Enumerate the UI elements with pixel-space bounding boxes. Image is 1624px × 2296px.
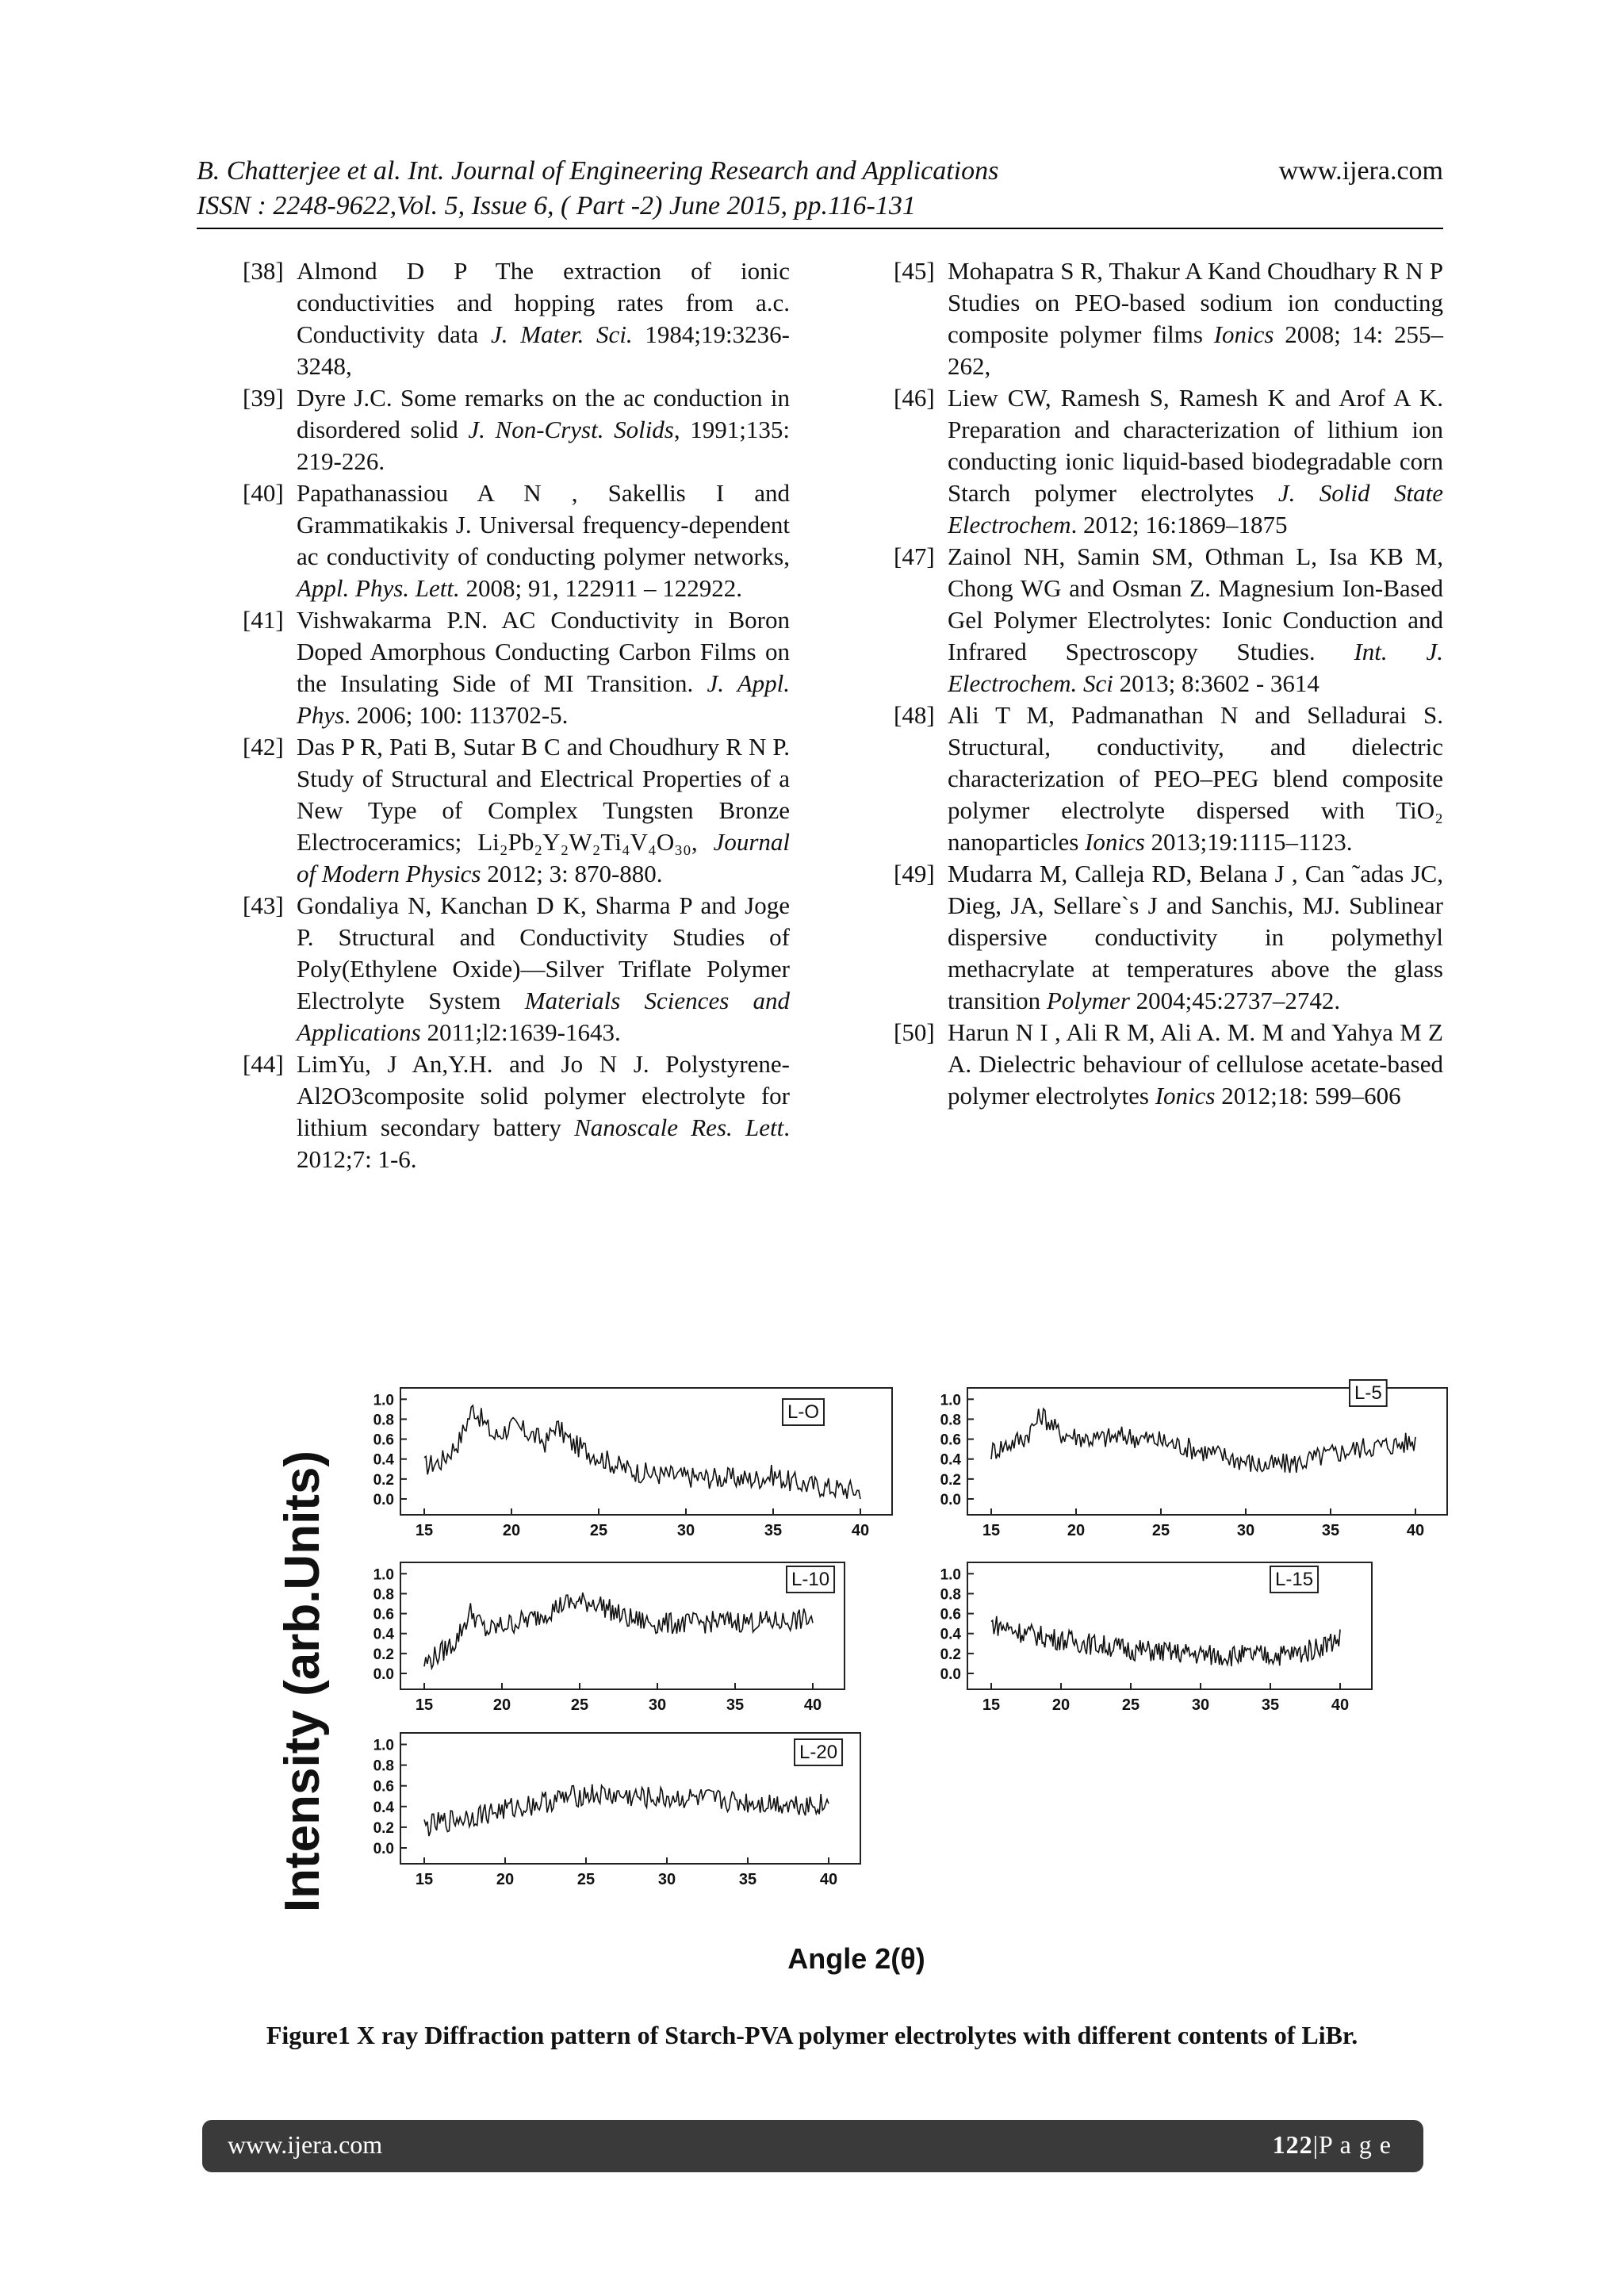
x-tick-label: 15 xyxy=(415,1522,434,1539)
x-tick-label: 20 xyxy=(492,1696,511,1714)
series-label: L-O xyxy=(787,1401,820,1423)
reference-number: [40] xyxy=(243,479,284,507)
reference-text: Zainol NH, Samin SM, Othman L, Isa KB M, Chong WG and Osman Z. Magnesium Ion-Based Gel Polymer Electrolytes: Ionic Conduction and Infrared Spectroscopy Studies. xyxy=(948,542,1443,665)
reference-item xyxy=(894,700,1443,858)
x-tick-label: 25 xyxy=(576,1871,596,1888)
y-tick-label: 0.6 xyxy=(373,1778,394,1796)
reference-journal: J. Appl. Phys xyxy=(297,669,791,729)
y-tick-label: 0.2 xyxy=(373,1819,394,1837)
reference-details: . 2006; 100: 113702-5. xyxy=(344,701,569,729)
x-tick-label: 25 xyxy=(570,1696,589,1714)
xrd-panel xyxy=(373,1733,860,1888)
reference-item xyxy=(894,1017,1443,1112)
reference-number: [49] xyxy=(894,860,935,887)
references-left-column xyxy=(243,255,790,1175)
x-tick-label: 20 xyxy=(1067,1522,1086,1539)
xrd-trace xyxy=(424,1784,829,1836)
x-tick-label: 40 xyxy=(851,1522,870,1539)
issn-line: ISSN : 2248-9622,Vol. 5, Issue 6, ( Part -2) June 2015, pp.116-131 xyxy=(197,191,916,220)
y-tick-label: 0.4 xyxy=(373,1626,394,1643)
reference-number: [38] xyxy=(243,257,284,285)
reference-item xyxy=(243,382,790,477)
reference-details: 2013; 8:3602 - 3614 xyxy=(1113,669,1320,697)
y-tick-label: 0.0 xyxy=(940,1492,961,1508)
page-number-value: 122 xyxy=(1272,2130,1313,2159)
x-tick-label: 35 xyxy=(738,1871,757,1888)
y-tick-label: 0.8 xyxy=(940,1586,961,1604)
x-tick-label: 30 xyxy=(657,1871,676,1888)
series-label: L-20 xyxy=(799,1742,838,1763)
reference-details: 2013;19:1115–1123. xyxy=(1144,828,1353,856)
reference-number: [43] xyxy=(243,891,284,919)
xrd-panel xyxy=(940,1562,1372,1714)
y-tick-label: 0.0 xyxy=(940,1666,961,1683)
x-tick-label: 40 xyxy=(803,1696,822,1714)
reference-details: 2004;45:2737–2742. xyxy=(1129,987,1341,1014)
x-tick-label: 35 xyxy=(1321,1522,1340,1539)
y-tick-label: 0.6 xyxy=(373,1606,394,1623)
y-tick-label: 0.8 xyxy=(373,1412,394,1429)
reference-item xyxy=(894,255,1443,382)
y-tick-label: 0.4 xyxy=(373,1799,394,1816)
reference-number: [42] xyxy=(243,733,284,761)
reference-item xyxy=(894,858,1443,1017)
x-tick-label: 15 xyxy=(982,1696,1001,1714)
xrd-panel xyxy=(373,1562,845,1714)
y-tick-label: 0.4 xyxy=(940,1451,961,1469)
x-tick-label: 15 xyxy=(415,1696,434,1714)
reference-text: Harun N I , Ali R M, Ali A. M. M and Yahya M Z A. Dielectric behaviour of cellulose acetate-based polymer electrolytes xyxy=(948,1018,1443,1110)
x-tick-label: 20 xyxy=(1051,1696,1071,1714)
reference-number: [50] xyxy=(894,1018,935,1046)
reference-number: [45] xyxy=(894,257,935,285)
xrd-trace xyxy=(424,1593,813,1668)
y-tick-label: 0.6 xyxy=(940,1606,961,1623)
y-tick-label: 1.0 xyxy=(373,1392,394,1409)
xrd-figure xyxy=(0,1364,1624,1991)
reference-details: 2008; 91, 122911 – 122922. xyxy=(459,574,743,602)
reference-text: Ali T M, Padmanathan N and Selladurai S. Structural, conductivity, and dielectric characterization of PEO–PEG blend composite polymer electrolyte dispersed with TiO₂ nanoparticles xyxy=(948,701,1443,856)
reference-text: Almond D P The extraction of ionic conductivities and hopping rates from a.c. Conductivity data xyxy=(297,257,790,348)
xrd-panel xyxy=(373,1388,892,1539)
y-tick-label: 0.6 xyxy=(940,1432,961,1449)
y-tick-label: 0.2 xyxy=(373,1471,394,1489)
reference-details: 2011;l2:1639-1643. xyxy=(420,1018,621,1046)
y-tick-label: 1.0 xyxy=(940,1392,961,1409)
reference-item xyxy=(243,890,790,1048)
y-tick-label: 0.6 xyxy=(373,1432,394,1449)
reference-details: 1984;19:3236-3248, xyxy=(297,320,790,380)
reference-journal: Polymer xyxy=(1046,987,1130,1014)
reference-text: Vishwakarma P.N. AC Conductivity in Boron Doped Amorphous Conducting Carbon Films on the Insulating Side of MI Transition. xyxy=(297,606,790,697)
reference-journal: Materials Sciences and Applications xyxy=(297,987,791,1046)
reference-text: Papathanassiou A N , Sakellis I and Grammatikakis J. Universal frequency-dependent ac conductivity of conducting polymer networks, xyxy=(297,479,790,570)
reference-journal: J. Non-Cryst. Solids xyxy=(468,416,674,443)
reference-journal: Nanoscale Res. Lett xyxy=(574,1114,784,1141)
x-tick-label: 30 xyxy=(1236,1522,1255,1539)
y-tick-label: 0.8 xyxy=(940,1412,961,1429)
x-tick-label: 15 xyxy=(415,1871,434,1888)
reference-journal: J. Solid State Electrochem xyxy=(948,479,1443,539)
x-tick-label: 15 xyxy=(982,1522,1001,1539)
reference-text: Liew CW, Ramesh S, Ramesh K and Arof A K. Preparation and characterization of lithium ion conducting ionic liquid-based biodegradable corn Starch polymer electrolytes xyxy=(948,384,1443,507)
reference-number: [44] xyxy=(243,1050,284,1078)
reference-text: Gondaliya N, Kanchan D K, Sharma P and Joge P. Structural and Conductivity Studies of Poly(Ethylene Oxide)—Silver Triflate Polymer Electrolyte System xyxy=(297,891,790,1014)
page-footer xyxy=(202,2120,1423,2172)
journal-citation: B. Chatterjee et al. Int. Journal of Engineering Research and Applications xyxy=(197,156,999,186)
reference-details: . 2012; 16:1869–1875 xyxy=(1071,511,1288,539)
series-label: L-5 xyxy=(1354,1382,1382,1404)
reference-item xyxy=(243,604,790,731)
reference-number: [41] xyxy=(243,606,284,634)
footer-url[interactable]: www.ijera.com xyxy=(228,2130,383,2159)
y-tick-label: 1.0 xyxy=(373,1737,394,1754)
reference-text: LimYu, J An,Y.H. and Jo N J. Polystyrene-Al2O3composite solid polymer electrolyte for lithium secondary battery xyxy=(297,1050,790,1141)
reference-journal: Ionics xyxy=(1213,320,1274,348)
series-label: L-10 xyxy=(791,1569,830,1590)
xrd-trace xyxy=(991,1616,1340,1666)
reference-journal: Journal of Modern Physics xyxy=(297,828,790,887)
y-tick-label: 0.0 xyxy=(373,1666,394,1683)
reference-details: , 1991;135: 219-226. xyxy=(297,416,790,475)
y-tick-label: 0.0 xyxy=(373,1492,394,1508)
figure-y-axis-label: Intensity (arb.Units) xyxy=(275,1450,330,1913)
y-tick-label: 1.0 xyxy=(373,1566,394,1584)
x-tick-label: 25 xyxy=(1151,1522,1170,1539)
y-tick-label: 0.4 xyxy=(940,1626,961,1643)
page-number xyxy=(1273,2130,1392,2160)
reference-journal: Ionics xyxy=(1085,828,1145,856)
references-right-column xyxy=(894,255,1443,1112)
reference-text: Das P R, Pati B, Sutar B C and Choudhury R N P. Study of Structural and Electrical Properties of a New Type of Complex Tungsten Bronze Electroceramics; Li₂Pb₂Y₂W₂Ti₄V₄O₃₀, xyxy=(297,733,790,856)
x-tick-label: 35 xyxy=(764,1522,783,1539)
y-tick-label: 0.2 xyxy=(940,1646,961,1663)
header-rule xyxy=(197,228,1443,229)
figure-caption: Figure1 X ray Diffraction pattern of Starch-PVA polymer electrolytes with different contents of LiBr. xyxy=(266,2021,1358,2049)
y-tick-label: 0.8 xyxy=(373,1757,394,1775)
reference-text: Mohapatra S R, Thakur A Kand Choudhary R N P Studies on PEO-based sodium ion conducting composite polymer films xyxy=(948,257,1443,348)
x-tick-label: 20 xyxy=(502,1522,521,1539)
reference-item xyxy=(243,1048,790,1175)
x-tick-label: 40 xyxy=(819,1871,838,1888)
x-tick-label: 30 xyxy=(1191,1696,1210,1714)
reference-journal: Int. J. Electrochem. Sci xyxy=(948,638,1443,697)
reference-item xyxy=(243,477,790,604)
y-tick-label: 0.0 xyxy=(373,1841,394,1857)
page-label: |P a g e xyxy=(1312,2130,1392,2159)
y-tick-label: 0.2 xyxy=(940,1471,961,1489)
x-tick-label: 40 xyxy=(1331,1696,1350,1714)
reference-number: [48] xyxy=(894,701,935,729)
reference-number: [46] xyxy=(894,384,935,412)
xrd-panel xyxy=(940,1380,1447,1539)
x-tick-label: 40 xyxy=(1406,1522,1425,1539)
reference-details: 2012; 3: 870-880. xyxy=(481,860,663,887)
reference-text: Dyre J.C. Some remarks on the ac conduction in disordered solid xyxy=(297,384,790,443)
reference-number: [47] xyxy=(894,542,935,570)
xrd-trace xyxy=(991,1409,1415,1473)
reference-journal: Appl. Phys. Lett. xyxy=(297,574,460,602)
reference-details: 2012;18: 599–606 xyxy=(1215,1082,1401,1110)
y-tick-label: 0.8 xyxy=(373,1586,394,1604)
x-tick-label: 20 xyxy=(496,1871,515,1888)
y-tick-label: 0.4 xyxy=(373,1451,394,1469)
x-tick-label: 30 xyxy=(648,1696,667,1714)
reference-journal: J. Mater. Sci. xyxy=(491,320,633,348)
figure-x-axis-label: Angle 2(θ) xyxy=(787,1942,925,1975)
series-label: L-15 xyxy=(1275,1569,1314,1590)
reference-number: [39] xyxy=(243,384,284,412)
y-tick-label: 1.0 xyxy=(940,1566,961,1584)
header-url[interactable]: www.ijera.com xyxy=(1278,156,1443,186)
reference-details: . 2012;7: 1-6. xyxy=(297,1114,791,1173)
y-tick-label: 0.2 xyxy=(373,1646,394,1663)
x-tick-label: 35 xyxy=(1261,1696,1280,1714)
reference-text: Mudarra M, Calleja RD, Belana J , Can ˜adas JC, Dieg, JA, Sellare`s J and Sanchis, MJ. Sublinear dispersive conductivity in polymethyl methacrylate at temperatures above the glass transition xyxy=(948,860,1443,1014)
x-tick-label: 25 xyxy=(1121,1696,1140,1714)
reference-item xyxy=(894,382,1443,541)
x-tick-label: 25 xyxy=(589,1522,608,1539)
reference-details: 2008; 14: 255–262, xyxy=(948,320,1443,380)
reference-item xyxy=(894,541,1443,700)
reference-item xyxy=(243,255,790,382)
x-tick-label: 30 xyxy=(676,1522,695,1539)
x-tick-label: 35 xyxy=(726,1696,745,1714)
reference-item xyxy=(243,731,790,890)
reference-journal: Ionics xyxy=(1155,1082,1216,1110)
